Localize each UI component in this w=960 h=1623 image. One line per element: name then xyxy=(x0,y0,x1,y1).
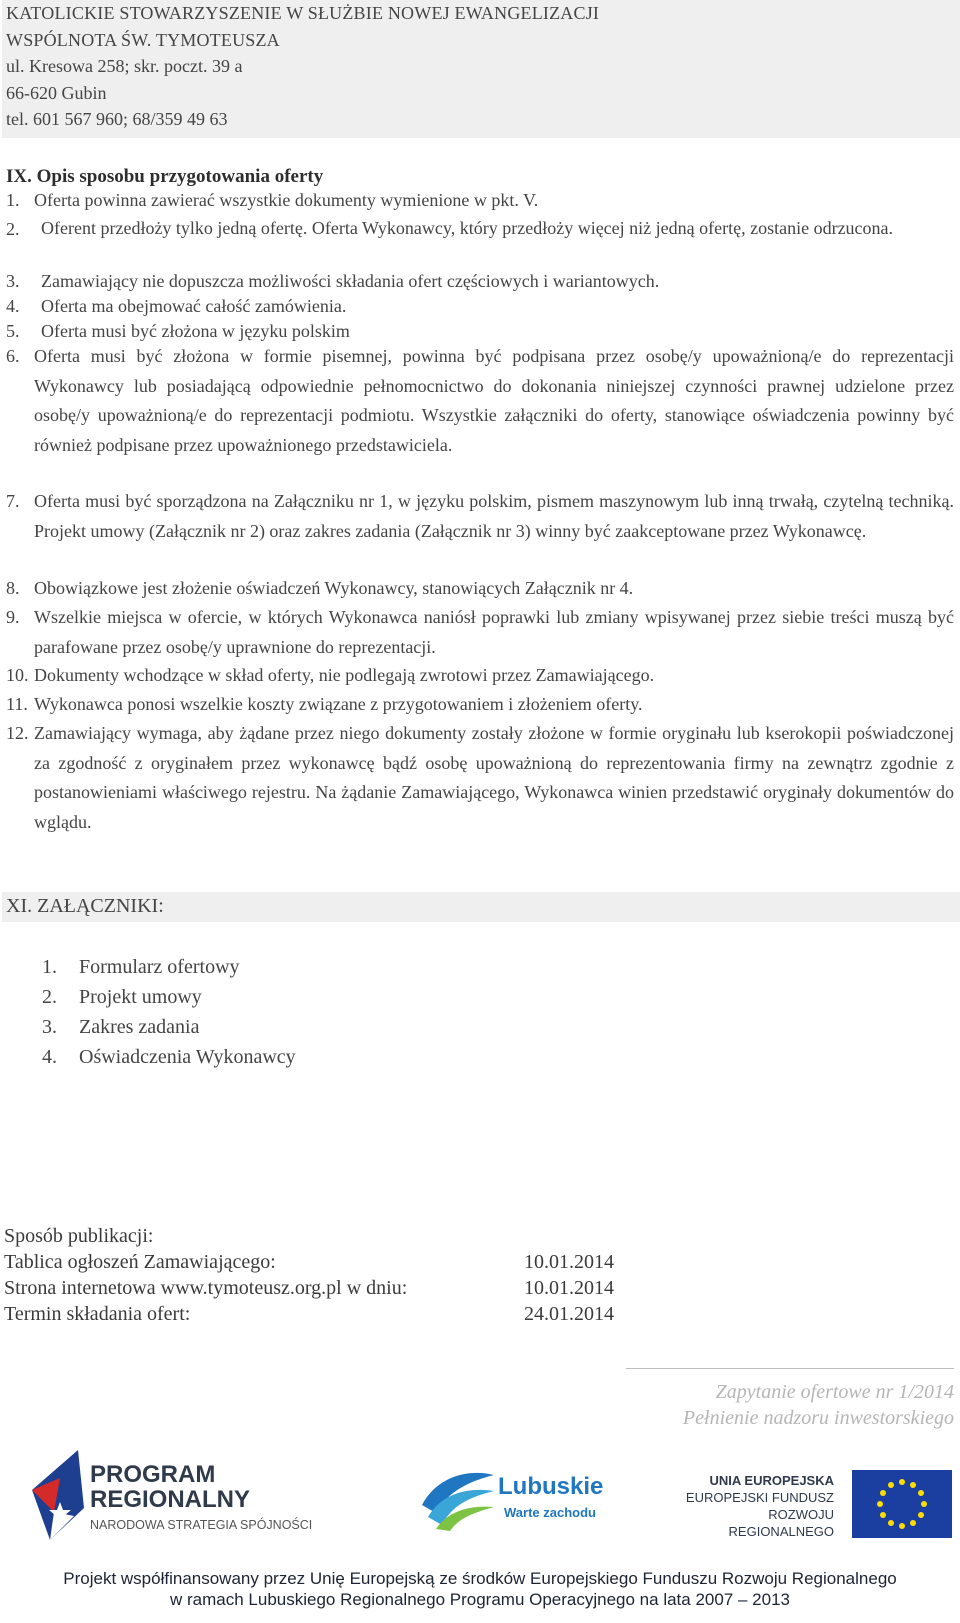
org-name-line1: KATOLICKIE STOWARZYSZENIE W SŁUŻBIE NOWEJ EWANGELIZACJI xyxy=(6,3,600,23)
item-number: 1. xyxy=(42,956,57,978)
address-line2: 66-620 Gubin xyxy=(6,82,107,103)
item-number: 12. xyxy=(6,723,29,743)
publication-label: Termin składania ofert: xyxy=(4,1303,191,1325)
footer-divider xyxy=(626,1368,954,1369)
section-xi-title: XI. ZAŁĄCZNIKI: xyxy=(6,895,164,917)
item-text: Oferta musi być złożona w formie pisemnej, powinna być podpisana przez osobę/y upoważnioną/e do reprezentacji Wykonawcy lub posiadającą odpowiednie pełnomocnictwo do dokonania niniejszej czynności prawnej udzielone przez osobę/y upoważnioną/e do reprezentacji podmiotu. Wszystkie załączniki do oferty, stanowiące oświadczenia powinny być również podpisane przez upoważnionego przedstawiciela. xyxy=(34,346,954,455)
item-number: 3. xyxy=(6,271,20,291)
program-regionalny-title: PROGRAM REGIONALNY xyxy=(90,1461,251,1513)
cofinancing-note xyxy=(0,1568,960,1610)
item-text: Wszelkie miejsca w ofercie, w których Wykonawca naniósł poprawki lub zmiany wpisywanej przez siebie treści muszą być parafowane przez osobę/y uprawnione do reprezentacji. xyxy=(34,607,954,657)
item-number: 4. xyxy=(42,1046,57,1068)
lubuskie-logo xyxy=(420,1465,620,1540)
publication-date: 24.01.2014 xyxy=(524,1303,614,1325)
program-regionalny-logo xyxy=(30,1450,330,1550)
publication-date: 10.01.2014 xyxy=(524,1251,614,1273)
list-item xyxy=(6,603,954,662)
eu-flag-icon xyxy=(852,1470,952,1538)
list-item xyxy=(6,342,954,460)
phone-line: tel. 601 567 960; 68/359 49 63 xyxy=(6,109,228,129)
list-item xyxy=(6,487,954,546)
item-text: Obowiązkowe jest złożenie oświadczeń Wykonawcy, stanowiących Załącznik nr 4. xyxy=(34,578,634,598)
eu-fund-logo xyxy=(670,1470,954,1542)
item-text: Formularz ofertowy xyxy=(79,956,240,978)
item-text: Oferta musi być złożona w języku polskim xyxy=(41,321,350,341)
list-item xyxy=(6,186,954,216)
list-item xyxy=(6,574,954,604)
cofinancing-note-line1: Projekt współfinansowany przez Unię Europejską ze środków Europejskiego Funduszu Rozwoju Regionalnego xyxy=(63,1569,897,1588)
item-text: Projekt umowy xyxy=(79,986,202,1008)
lubuskie-name: Lubuskie xyxy=(498,1473,604,1500)
item-text: Wykonawca ponosi wszelkie koszty związane z przygotowaniem i złożeniem oferty. xyxy=(34,694,643,714)
org-name-line2: WSPÓLNOTA ŚW. TYMOTEUSZA xyxy=(6,29,280,50)
item-text: Oferent przedłoży tylko jedną ofertę. Oferta Wykonawcy, który przedłoży więcej niż jedną ofertę, zostanie odrzucona. xyxy=(41,218,894,238)
footer-ref-line1: Zapytanie ofertowe nr 1/2014 xyxy=(715,1381,954,1403)
item-number: 8. xyxy=(6,578,20,598)
address-line1: ul. Kresowa 258; skr. poczt. 39 a xyxy=(6,56,243,76)
item-text: Oferta ma obejmować całość zamówienia. xyxy=(41,296,347,316)
item-number: 7. xyxy=(6,491,20,511)
item-number: 2. xyxy=(6,219,20,239)
item-number: 3. xyxy=(42,1016,57,1038)
publication-heading: Sposób publikacji: xyxy=(4,1225,154,1247)
footer-ref-line2: Pełnienie nadzoru inwestorskiego xyxy=(682,1407,954,1429)
publication-date: 10.01.2014 xyxy=(524,1277,614,1299)
program-regionalny-emblem-icon xyxy=(30,1450,86,1542)
publication-label: Strona internetowa www.tymoteusz.org.pl w dniu: xyxy=(4,1277,408,1299)
cofinancing-note-line2: w ramach Lubuskiego Regionalnego Programu Operacyjnego na lata 2007 – 2013 xyxy=(170,1590,790,1609)
eu-fund-text: UNIA EUROPEJSKA EUROPEJSKI FUNDUSZ ROZWOJU REGIONALNEGO xyxy=(685,1473,834,1539)
list-item xyxy=(6,719,954,837)
letterhead xyxy=(2,0,960,138)
lubuskie-waves-icon xyxy=(420,1469,496,1533)
item-number: 2. xyxy=(42,986,57,1008)
item-number: 5. xyxy=(6,321,20,341)
item-text: Oświadczenia Wykonawcy xyxy=(79,1046,296,1068)
item-text: Zamawiający wymaga, aby żądane przez niego dokumenty zostały złożone w formie oryginału lub kserokopii poświadczonej za zgodność z oryginałem przez wykonawcę bądź osobę upoważnioną do reprezentowania firmy na zewnątrz zgodnie z postanowieniami właściwego rejestru. Na żądanie Zamawiającego, Wykonawca winien przedstawić oryginały dokumentów do wglądu. xyxy=(34,723,954,832)
item-number: 9. xyxy=(6,607,20,627)
program-regionalny-subtitle: NARODOWA STRATEGIA SPÓJNOŚCI xyxy=(90,1518,313,1532)
item-text: Zakres zadania xyxy=(79,1016,200,1038)
item-number: 1. xyxy=(6,190,20,210)
item-number: 10. xyxy=(6,665,29,685)
item-text: Oferta musi być sporządzona na Załączniku nr 1, w języku polskim, pismem maszynowym lub inną trwałą, czytelną techniką. Projekt umowy (Załącznik nr 2) oraz zakres zadania (Załącznik nr 3) winny być zaakceptowane przez Wykonawcę. xyxy=(34,491,954,541)
item-text: Oferta powinna zawierać wszystkie dokumenty wymienione w pkt. V. xyxy=(34,190,539,210)
list-item xyxy=(6,215,954,242)
item-number: 11. xyxy=(6,694,28,714)
item-number: 6. xyxy=(6,346,20,366)
publication-label: Tablica ogłoszeń Zamawiającego: xyxy=(4,1251,276,1273)
list-item xyxy=(6,661,954,691)
item-number: 4. xyxy=(6,296,20,316)
item-text: Dokumenty wchodzące w skład oferty, nie podlegają zwrotowi przez Zamawiającego. xyxy=(34,665,655,685)
list-item xyxy=(6,690,954,720)
lubuskie-slogan: Warte zachodu xyxy=(504,1505,596,1520)
section-ix-title: IX. Opis sposobu przygotowania oferty xyxy=(6,166,324,187)
item-text: Zamawiający nie dopuszcza możliwości składania ofert częściowych i wariantowych. xyxy=(41,271,660,291)
footer-reference xyxy=(683,1379,954,1431)
